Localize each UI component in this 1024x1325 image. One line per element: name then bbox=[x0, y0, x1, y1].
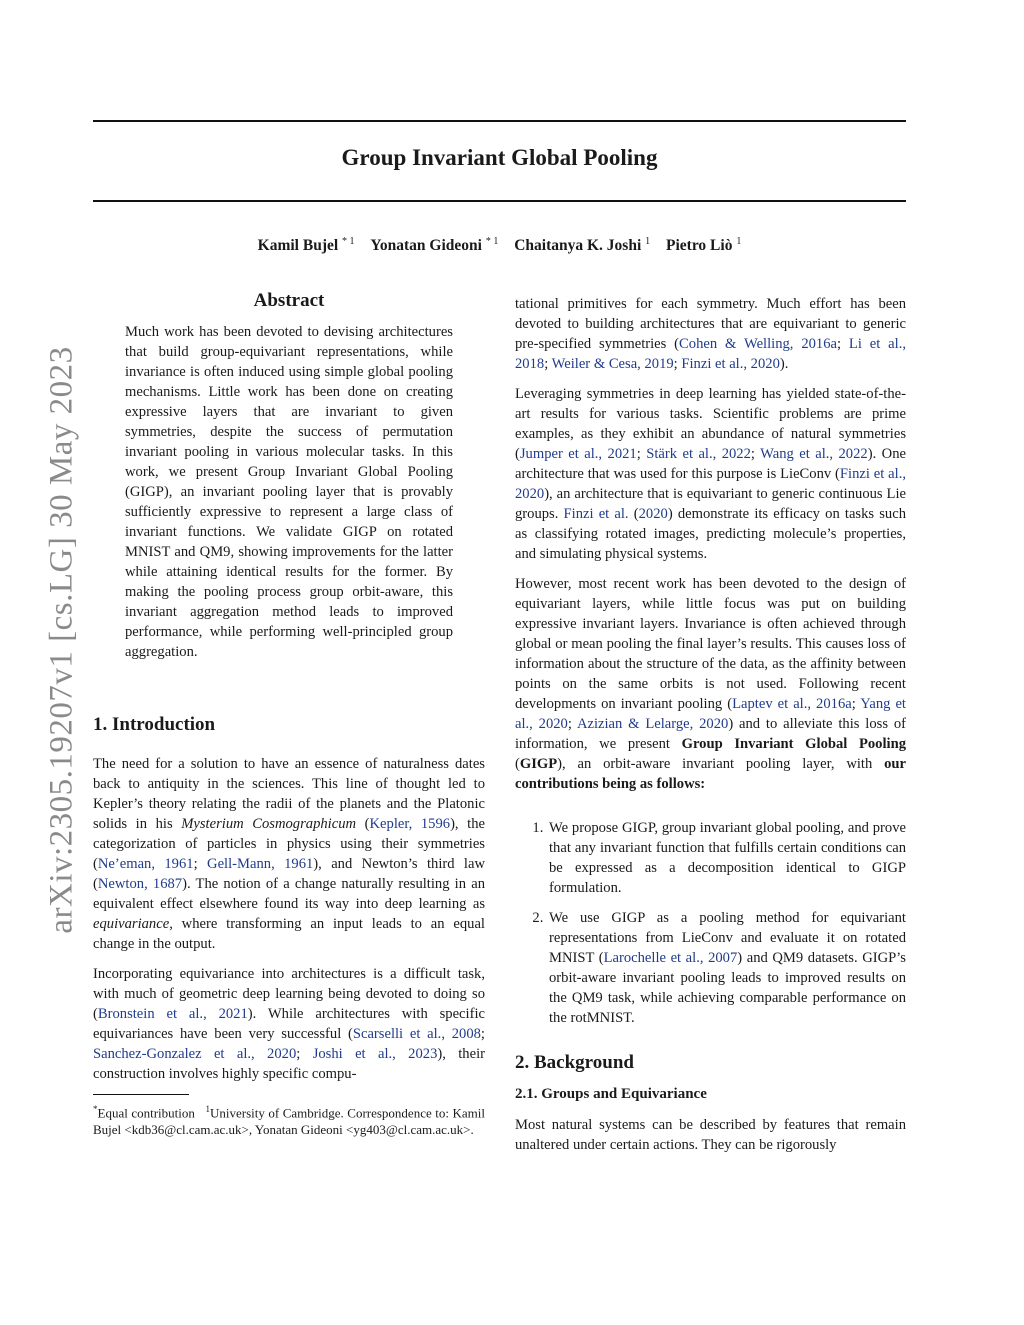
citation-link[interactable]: Kepler, 1596 bbox=[369, 816, 451, 832]
footnote: *Equal contribution $^1$University of Cambridge. Correspondence to: Kamil Bujel <kdb36@cl.cam.ac.uk>, Yonatan Gideoni <yg403@cl.cam.ac.uk>. bbox=[93, 1104, 486, 1138]
citation-link[interactable]: Joshi et al., 2023 bbox=[312, 1046, 438, 1062]
citation-link[interactable]: 2020 bbox=[638, 506, 668, 522]
citation-link[interactable]: Wang et al., 2022 bbox=[760, 446, 868, 462]
citation-link[interactable]: Sanchez-Gonzalez et al., 2020 bbox=[93, 1046, 297, 1062]
citation-link[interactable]: Azizian & Lelarge, 2020 bbox=[576, 716, 729, 732]
citation-link[interactable]: Stärk et al., 2022 bbox=[646, 446, 751, 462]
list-item: 1. We propose GIGP, group invariant global pooling, and prove that any invariant function that fulfills certain conditions can be expressed as a decomposition identical to GIGP formulation. bbox=[547, 818, 906, 898]
abstract-text: Much work has been devoted to devising architectures that build group-equivariant representations, while invariance is often induced using simple global pooling mechanisms. Little work has been done on creating expressive layers that are invariant to given symmetries, despite the success of permutation invariant pooling in various molecular tasks. In this work, we present Group Invariant Global Pooling (GIGP), an invariant pooling layer that is provably sufficiently expressive to represent a large class of invariant functions. We validate GIGP on rotated MNIST and QM9, showing improvements for the latter while attaining identical results for the former. By making the pooling process group orbit-aware, this invariant aggregation method leads to improved performance, while performing well-principled group aggregation. bbox=[125, 324, 453, 660]
author: Yonatan Gideoni $^{* 1}$ bbox=[370, 236, 499, 255]
citation-link[interactable]: Ne’eman, 1961 bbox=[97, 856, 194, 872]
intro-paragraph-2: Incorporating equivariance into architectures is a difficult task, with much of geometric deep learning being devoted to doing so (Bronstein et al., 2021). While architectures with specific equivariances have been very successful (Scarselli et al., 2008; Sanchez-Gonzalez et al., 2020; Joshi et al., 2023), their construction involves highly specific compu- bbox=[93, 966, 485, 1082]
background-heading: 2. Background bbox=[515, 1052, 634, 1073]
left-column bbox=[93, 290, 485, 1138]
right-column bbox=[515, 294, 906, 1165]
list-item: 2. We use GIGP as a pooling method for equivariant representations from LieConv and evaluate it on rotated MNIST (Larochelle et al., 2007) and QM9 datasets. GIGP’s orbit-aware invariant pooling leads to improved results on the QM9 task, while achieving comparable performance on the rotMNIST. bbox=[547, 908, 906, 1028]
title-bottom-rule bbox=[93, 200, 906, 202]
author: Chaitanya K. Joshi $^1$ bbox=[514, 236, 651, 255]
citation-link[interactable]: Newton, 1687 bbox=[97, 876, 183, 892]
right-paragraph-2: Leveraging symmetries in deep learning has yielded state-of-the-art results for various tasks. Scientific problems are prime examples, as they exhibit an abundance of natural symmetries (Jumper et al., 2021; Stärk et al., 2022; Wang et al., 2022). One architecture that was used for this purpose is LieConv (Finzi et al., 2020), an architecture that is equivariant to generic continuous Lie groups. Finzi et al. (2020) demonstrate its efficacy on tasks such as classifying rotated images, predicting molecule’s properties, and simulating physical systems. bbox=[515, 386, 906, 562]
citation-link[interactable]: Larochelle et al., 2007 bbox=[603, 950, 738, 966]
citation-link[interactable]: Finzi et al. bbox=[563, 506, 629, 522]
right-paragraph-1: tational primitives for each symmetry. Much effort has been devoted to building architectures that are equivariant to generic pre-specified symmetries (Cohen & Welling, 2016a; Li et al., 2018; Weiler & Cesa, 2019; Finzi et al., 2020). bbox=[515, 296, 906, 372]
citation-link[interactable]: Gell-Mann, 1961 bbox=[207, 856, 314, 872]
intro-paragraph-1: The need for a solution to have an essence of naturalness dates back to antiquity in the sciences. This line of thought led to Kepler’s theory relating the radii of the planets and the Platonic solids in his Mysterium Cosmographicum (Kepler, 1596), the categorization of particles in physics using their symmetries (Ne’eman, 1961; Gell-Mann, 1961), and Newton’s third law (Newton, 1687). The notion of a change naturally resulting in an equivalent effect elsewhere found its way into deep learning as equivariance, where transforming an input leads to an equal change in the output. bbox=[93, 756, 485, 952]
citation-link[interactable]: Yang et al., 2020 bbox=[515, 696, 906, 732]
author: Kamil Bujel $^{* 1}$ bbox=[257, 236, 355, 255]
arxiv-stamp: arXiv:2305.19207v1 [cs.LG] 30 May 2023 bbox=[43, 346, 80, 934]
citation-link[interactable]: Finzi et al., 2020 bbox=[681, 356, 780, 372]
groups-subheading: 2.1. Groups and Equivariance bbox=[515, 1086, 707, 1102]
right-paragraph-3: However, most recent work has been devoted to the design of equivariant layers, while little focus was put on building expressive invariant layers. Invariance is often achieved through global or mean pooling the final layer’s results. This causes loss of information about the structure of the data, as the affinity between points on the same orbits is not used. Following recent developments on invariant pooling (Laptev et al., 2016a; Yang et al., 2020; Azizian & Lelarge, 2020) and to alleviate this loss of information, we present Group Invariant Global Pooling (GIGP), an orbit-aware invariant pooling layer, with our contributions being as follows: bbox=[515, 576, 906, 792]
citation-link[interactable]: Cohen & Welling, 2016a bbox=[679, 336, 837, 352]
footnote-rule bbox=[93, 1094, 189, 1095]
author: Pietro Liò $^1$ bbox=[666, 236, 742, 255]
author-list bbox=[93, 236, 906, 255]
intro-heading: 1. Introduction bbox=[93, 714, 216, 735]
paper-title: Group Invariant Global Pooling bbox=[341, 145, 658, 170]
citation-link[interactable]: Weiler & Cesa, 2019 bbox=[551, 356, 674, 372]
background-paragraph: Most natural systems can be described by features that remain unaltered under certain actions. They can be rigorously bbox=[515, 1117, 906, 1153]
citation-link[interactable]: Finzi et al., 2020 bbox=[515, 466, 906, 502]
citation-link[interactable]: Jumper et al., 2021 bbox=[519, 446, 637, 462]
citation-link[interactable]: Bronstein et al., 2021 bbox=[97, 1006, 248, 1022]
contributions-list bbox=[515, 818, 906, 1028]
citation-link[interactable]: Scarselli et al., 2008 bbox=[352, 1026, 481, 1042]
citation-link[interactable]: Li et al., 2018 bbox=[515, 336, 906, 372]
citation-link[interactable]: Laptev et al., 2016a bbox=[732, 696, 852, 712]
top-rule bbox=[93, 120, 906, 122]
abstract-heading: Abstract bbox=[253, 290, 325, 311]
